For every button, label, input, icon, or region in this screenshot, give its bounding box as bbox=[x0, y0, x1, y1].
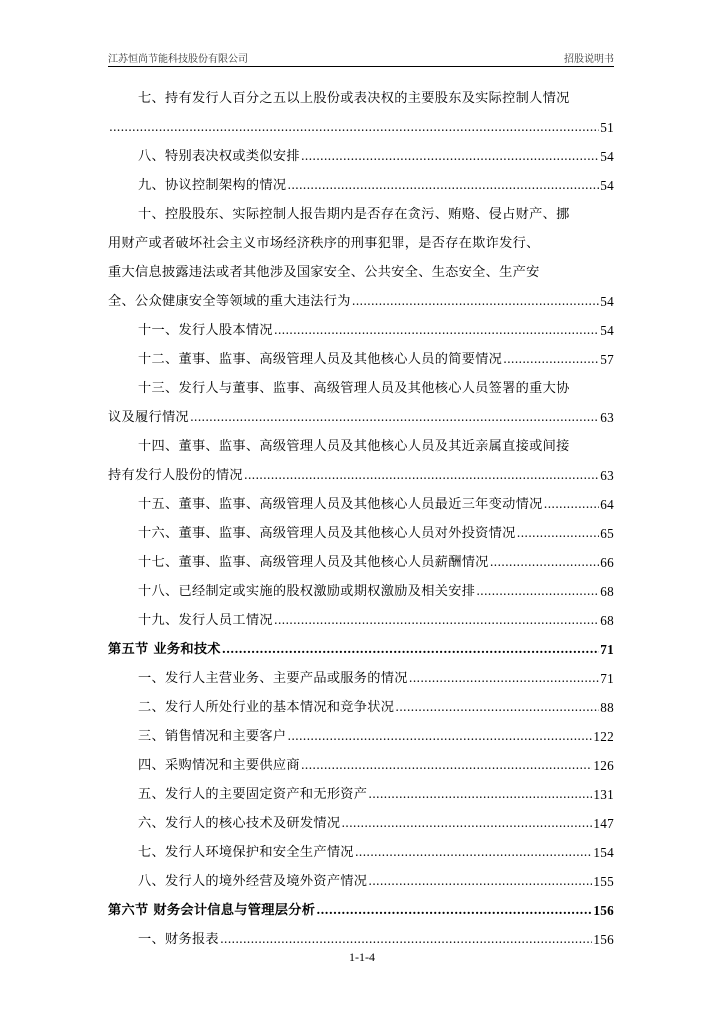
toc-dot-leader bbox=[316, 896, 592, 925]
toc-entry-title: 十九、发行人员工情况 bbox=[138, 613, 273, 628]
toc-entry-title: 五、发行人的主要固定资产和无形资产 bbox=[138, 787, 368, 802]
toc-entry[interactable] bbox=[108, 171, 614, 200]
toc-page-number: 63 bbox=[600, 410, 614, 425]
toc-entry-title: 八、发行人的境外经营及境外资产情况 bbox=[138, 874, 368, 889]
toc-dot-leader bbox=[222, 635, 599, 664]
toc-entry-title: 第六节 财务会计信息与管理层分析 bbox=[108, 903, 316, 918]
toc-entry[interactable] bbox=[108, 84, 614, 142]
toc-entry[interactable] bbox=[108, 374, 614, 432]
toc-entry-title: 十一、发行人股本情况 bbox=[138, 323, 273, 338]
toc-entry[interactable] bbox=[108, 867, 614, 896]
toc-page-number: 154 bbox=[593, 845, 614, 860]
toc-entry-title: 一、发行人主营业务、主要产品或服务的情况 bbox=[138, 671, 408, 686]
toc-dot-leader bbox=[352, 287, 599, 316]
toc-entry[interactable] bbox=[108, 316, 614, 345]
toc-entry[interactable] bbox=[108, 809, 614, 838]
toc-dot-leader bbox=[490, 548, 600, 577]
toc-page-number: 156 bbox=[593, 932, 614, 947]
toc-entry-title: 十二、董事、监事、高级管理人员及其他核心人员的简要情况 bbox=[138, 352, 503, 367]
toc-entry-title: 七、持有发行人百分之五以上股份或表决权的主要股东及实际控制人情况 bbox=[138, 91, 570, 106]
toc-page-number: 156 bbox=[593, 903, 614, 918]
toc-entry-title: 八、特别表决权或类似安排 bbox=[138, 149, 300, 164]
toc-dot-leader bbox=[274, 316, 599, 345]
toc-page-number: 68 bbox=[600, 613, 614, 628]
toc-entry[interactable] bbox=[108, 142, 614, 171]
toc-entry[interactable] bbox=[108, 200, 614, 316]
toc-entry[interactable] bbox=[108, 519, 614, 548]
toc-page-number: 71 bbox=[600, 671, 614, 686]
toc-dot-leader bbox=[409, 664, 599, 693]
page-number: 1-1-4 bbox=[349, 950, 375, 964]
toc-page-number: 155 bbox=[593, 874, 614, 889]
toc-page-number: 63 bbox=[600, 468, 614, 483]
page-header bbox=[108, 50, 614, 66]
toc-entry[interactable] bbox=[108, 432, 614, 490]
header-document-type: 招股说明书 bbox=[564, 54, 614, 65]
toc-dot-leader bbox=[355, 838, 593, 867]
toc-entry-title: 第五节 业务和技术 bbox=[108, 642, 221, 657]
toc-entry-title: 一、财务报表 bbox=[138, 932, 219, 947]
toc-dot-leader bbox=[341, 809, 592, 838]
toc-entry[interactable] bbox=[108, 664, 614, 693]
toc-page-number: 147 bbox=[593, 816, 614, 831]
toc-entry[interactable] bbox=[108, 693, 614, 722]
toc-entry[interactable] bbox=[108, 838, 614, 867]
toc-entry[interactable] bbox=[108, 577, 614, 606]
toc-page-number: 88 bbox=[600, 700, 614, 715]
toc-entry-title: 十六、董事、监事、高级管理人员及其他核心人员对外投资情况 bbox=[138, 526, 516, 541]
toc-dot-leader bbox=[274, 606, 599, 635]
toc-entry[interactable] bbox=[108, 548, 614, 577]
header-company-name: 江苏恒尚节能科技股份有限公司 bbox=[108, 54, 248, 65]
toc-dot-leader bbox=[287, 171, 599, 200]
toc-page-number: 64 bbox=[600, 497, 614, 512]
toc-page-number: 65 bbox=[600, 526, 614, 541]
toc-entry-title: 十七、董事、监事、高级管理人员及其他核心人员薪酬情况 bbox=[138, 555, 489, 570]
toc-entry-title: 十、控股股东、实际控制人报告期内是否存在贪污、贿赂、侵占财产、挪 bbox=[138, 207, 570, 222]
toc-dot-leader bbox=[368, 780, 592, 809]
toc-entry-title: 六、发行人的核心技术及研发情况 bbox=[138, 816, 341, 831]
toc-dot-leader bbox=[517, 519, 600, 548]
toc-section-entry[interactable] bbox=[108, 896, 614, 925]
toc-dot-leader bbox=[244, 461, 599, 490]
toc-entry-title: 十四、董事、监事、高级管理人员及其他核心人员及其近亲属直接或间接 bbox=[138, 439, 570, 454]
toc-entry-title: 十八、已经制定或实施的股权激励或期权激励及相关安排 bbox=[138, 584, 476, 599]
toc-dot-leader bbox=[503, 345, 599, 374]
toc-entry-title: 十五、董事、监事、高级管理人员及其他核心人员最近三年变动情况 bbox=[138, 497, 543, 512]
toc-section-entry[interactable] bbox=[108, 635, 614, 664]
toc-entry[interactable] bbox=[108, 722, 614, 751]
toc-entry-title: 持有发行人股份的情况 bbox=[108, 468, 243, 483]
table-of-contents bbox=[108, 84, 614, 954]
toc-page-number: 54 bbox=[600, 178, 614, 193]
toc-page-number: 68 bbox=[600, 584, 614, 599]
toc-dot-leader bbox=[301, 142, 599, 171]
toc-entry[interactable] bbox=[108, 780, 614, 809]
toc-entry[interactable] bbox=[108, 751, 614, 780]
toc-entry-title: 全、公众健康安全等领域的重大违法行为 bbox=[108, 294, 351, 309]
toc-entry-title: 七、发行人环境保护和安全生产情况 bbox=[138, 845, 354, 860]
toc-entry-title: 三、销售情况和主要客户 bbox=[138, 729, 287, 744]
header-divider bbox=[108, 66, 614, 67]
toc-dot-leader bbox=[287, 722, 592, 751]
toc-dot-leader bbox=[190, 403, 599, 432]
toc-page-number: 131 bbox=[593, 787, 614, 802]
toc-page-number: 54 bbox=[600, 294, 614, 309]
toc-entry-title: 二、发行人所处行业的基本情况和竞争状况 bbox=[138, 700, 395, 715]
toc-entry-title: 九、协议控制架构的情况 bbox=[138, 178, 287, 193]
toc-dot-leader bbox=[368, 867, 592, 896]
toc-entry[interactable] bbox=[108, 606, 614, 635]
toc-entry-title: 议及履行情况 bbox=[108, 410, 189, 425]
toc-entry-title: 十三、发行人与董事、监事、高级管理人员及其他核心人员签署的重大协 bbox=[138, 381, 570, 396]
toc-entry-title: 四、采购情况和主要供应商 bbox=[138, 758, 300, 773]
toc-page-number: 54 bbox=[600, 323, 614, 338]
toc-page-number: 126 bbox=[593, 758, 614, 773]
toc-dot-leader bbox=[395, 693, 599, 722]
toc-page-number: 57 bbox=[600, 352, 614, 367]
toc-page-number: 54 bbox=[600, 149, 614, 164]
toc-page-number: 66 bbox=[600, 555, 614, 570]
toc-entry-title: 用财产或者破坏社会主义市场经济秩序的刑事犯罪，是否存在欺诈发行、 bbox=[108, 236, 540, 251]
toc-entry[interactable] bbox=[108, 490, 614, 519]
toc-page-number: 71 bbox=[600, 642, 614, 657]
toc-entry-title: 重大信息披露违法或者其他涉及国家安全、公共安全、生态安全、生产安 bbox=[108, 265, 540, 280]
toc-dot-leader bbox=[544, 490, 600, 519]
toc-page-number: 122 bbox=[593, 729, 614, 744]
toc-dot-leader bbox=[301, 751, 592, 780]
toc-dot-leader bbox=[476, 577, 599, 606]
toc-entry[interactable] bbox=[108, 345, 614, 374]
toc-dot-leader bbox=[109, 113, 599, 142]
toc-page-number: 51 bbox=[600, 120, 614, 135]
